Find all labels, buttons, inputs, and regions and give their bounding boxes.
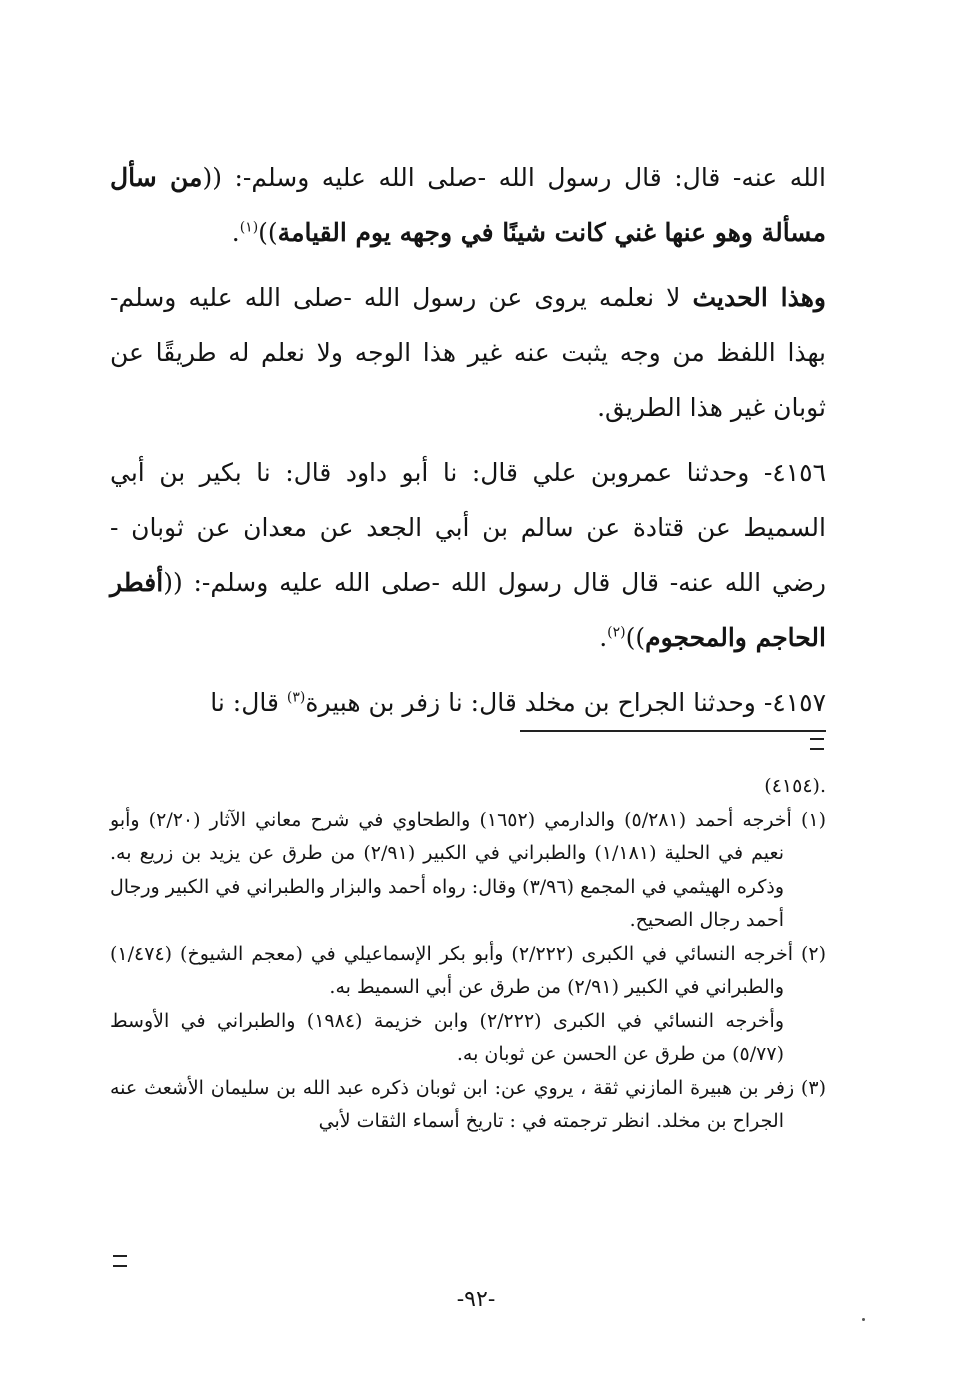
paragraph-hadith-4156 bbox=[110, 445, 826, 665]
text-span: الله عنه- قال: قال رسول الله -صلى الله عليه وسلم-: (( bbox=[202, 163, 826, 192]
text-span: لا نعلمه يروى عن رسول الله -صلى الله عليه وسلم- بهذا اللفظ من وجه يثبت عنه غير هذا الوجه ولا نعلم له طريقًا عن ثوبان غير هذا الطريق. bbox=[110, 283, 826, 422]
paragraph-commentary bbox=[110, 270, 826, 435]
hadith-text: أفطر الحاجم والمحجوم bbox=[110, 568, 826, 652]
scan-speck bbox=[862, 1318, 865, 1321]
text-span: . bbox=[599, 623, 608, 652]
footnote-ref: (١) bbox=[239, 219, 259, 236]
quote-close: )) bbox=[625, 623, 646, 652]
footnote-3: (٣) زفر بن هبيرة المازني ثقة ، يروي عن: ابن ثوبان ذكره عبد الله بن سليمان الأشعث عنه الجراح بن مخلد. انظر ترجمته في : تاريخ أسماء الثقات لأبي bbox=[110, 1076, 826, 1132]
footnote-1: (١) أخرجه أحمد (٥/٢٨١) والدارمي (١٦٥٢) والطحاوي في شرح معاني الآثار (٢/٢٠) وأبو نعيم في الحلية (١/١٨١) والطبراني في الكبير (٢/٩١) من طرق عن يزيد بن زريع به. وذكره الهيثمي في المجمع (٣/٩٦) وقال: رواه أحمد والبزار والطبراني في الكبير ورجال أحمد رجال الصحيح. bbox=[110, 808, 827, 931]
page-number: -٩٢- bbox=[456, 1287, 496, 1312]
footnote-2-continued: وأخرجه النسائي في الكبرى (٢/٢٢٢) وابن خزيمة (١٩٨٤) والطبراني في الأوسط (٥/٧٧) من طرق عن الحسن عن ثوبان به. bbox=[110, 1009, 784, 1065]
hadith-text: من سأل مسألة وهو عنها غني كانت شينًا في وجهه يوم القيامة bbox=[110, 163, 826, 247]
paragraph-hadith-4157 bbox=[110, 675, 826, 730]
footnote-ref: (٢) bbox=[607, 624, 626, 641]
text-span: . bbox=[231, 218, 240, 247]
text-span: ٤١٥٧- وحدثنا الجراح بن مخلد قال: نا زفر بن هبيرة bbox=[305, 688, 826, 717]
footnote-separator bbox=[520, 730, 826, 732]
commentary-lead: وهذا الحديث bbox=[692, 283, 826, 312]
continuation-mark bbox=[810, 738, 824, 750]
footnote-carry: .(٤١٥٤) bbox=[764, 775, 826, 797]
footnotes bbox=[110, 770, 826, 1139]
text-span: ٤١٥٦- وحدثنا عمروبن علي قال: نا أبو داود قال: نا بكير بن أبي السميط عن قتادة عن سالم بن أبي الجعد عن معدان عن ثوبان - رضي الله عنه- قال قال رسول الله -صلى الله عليه وسلم-: (( bbox=[110, 458, 826, 597]
text-span: قال: نا bbox=[210, 688, 287, 717]
footnote-ref: (٣) bbox=[286, 689, 306, 706]
quote-close: )) bbox=[258, 218, 278, 247]
main-text bbox=[110, 150, 826, 730]
footnote-2: (٢) أخرجه النسائي في الكبرى (٢/٢٢٢) وأبو بكر الإسماعيلي في (معجم الشيوخ) (١/٤٧٤) والطبراني في الكبير (٢/٩١) من طرق عن أبي السميط به. bbox=[110, 942, 826, 998]
paragraph-hadith-4155-end bbox=[110, 150, 826, 260]
continuation-mark-bottom bbox=[113, 1255, 127, 1267]
